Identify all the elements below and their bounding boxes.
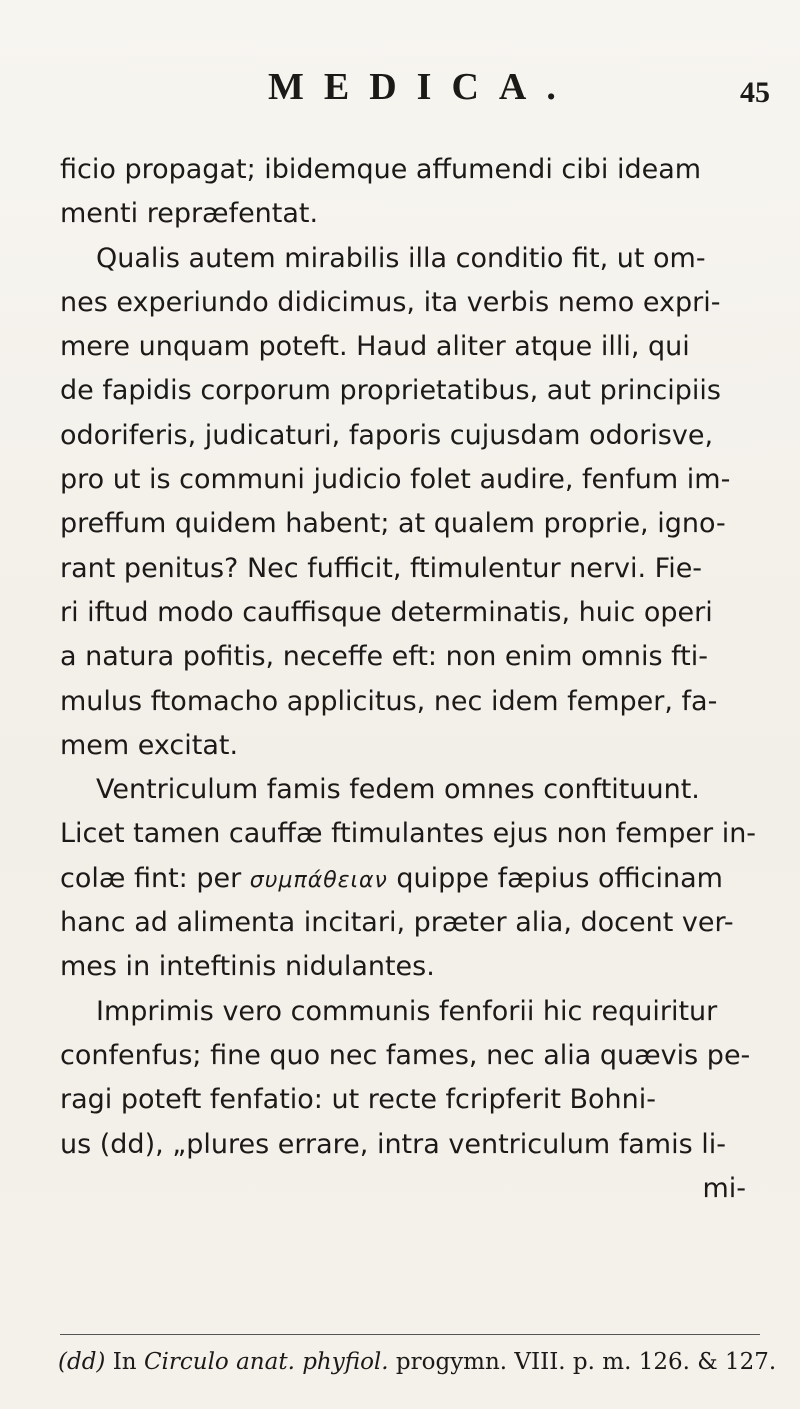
main-text-block bbox=[60, 148, 760, 1211]
text-line-7: odoriferis, judicaturi, faporis cujusdam odorisve, bbox=[60, 419, 714, 451]
text-line-11: ri iftud modo cauffisque determinatis, huic operi bbox=[60, 596, 713, 628]
footnote-rule bbox=[60, 1334, 760, 1335]
text-line-20: Imprimis vero communis fenforii hic requiritur bbox=[96, 995, 718, 1027]
footnote bbox=[58, 1350, 778, 1375]
text-line-13: mulus ftomacho applicitus, nec idem femper, fa- bbox=[60, 685, 718, 717]
text-line-23: us (dd), „plures errare, intra ventriculum famis li- bbox=[60, 1128, 726, 1160]
text-line-15: Ventriculum famis fedem omnes conftituunt. bbox=[96, 774, 700, 806]
footnote-marker: (dd) bbox=[58, 1349, 106, 1375]
text-line-22: ragi poteft fenfatio: ut recte fcripferit Bohni- bbox=[60, 1084, 657, 1116]
text-line-12: a natura pofitis, neceffe eft: non enim omnis fti- bbox=[60, 641, 708, 673]
footnote-cited-title: Circulo anat. phyfiol. bbox=[143, 1349, 389, 1375]
text-line-4: nes experiundo didicimus, ita verbis nemo expri- bbox=[60, 286, 721, 318]
text-line-17-end: quippe fæpius officinam bbox=[387, 862, 723, 894]
page-number: 45 bbox=[740, 76, 770, 109]
footnote-text-start: In bbox=[105, 1349, 144, 1375]
text-line-18: hanc ad alimenta incitari, præter alia, docent ver- bbox=[60, 907, 734, 939]
text-line-21: confenfus; fine quo nec fames, nec alia quævis pe- bbox=[60, 1039, 751, 1071]
text-line-14: mem excitat. bbox=[60, 729, 239, 761]
text-line-17 bbox=[60, 857, 760, 901]
text-line-5: mere unquam poteft. Haud aliter atque illi, qui bbox=[60, 331, 690, 363]
text-line-3: Qualis autem mirabilis illa conditio fit, ut om- bbox=[96, 242, 706, 274]
greek-word-sympatheian: συμπάθειαν bbox=[249, 867, 388, 893]
text-line-8: pro ut is communi judicio folet audire, fenfum im- bbox=[60, 464, 731, 496]
text-line-10: rant penitus? Nec fufficit, ftimulentur nervi. Fie- bbox=[60, 552, 703, 584]
running-head-title: MEDICA. bbox=[268, 66, 576, 108]
text-line-6: de fapidis corporum proprietatibus, aut principiis bbox=[60, 375, 721, 407]
text-line-2: menti repræfentat. bbox=[60, 198, 319, 230]
text-line-17-start: colæ fint: per bbox=[60, 862, 250, 894]
text-line-19: mes in inteftinis nidulantes. bbox=[60, 951, 435, 983]
catchword: mi- bbox=[702, 1172, 746, 1204]
text-line-16: Licet tamen cauffæ ftimulantes ejus non femper in- bbox=[60, 818, 757, 850]
footnote-text-end: progymn. VIII. p. m. 126. & 127. bbox=[388, 1349, 777, 1375]
text-line-9: preffum quidem habent; at qualem proprie, igno- bbox=[60, 508, 726, 540]
text-line-1: ficio propagat; ibidemque affumendi cibi ideam bbox=[60, 154, 702, 185]
